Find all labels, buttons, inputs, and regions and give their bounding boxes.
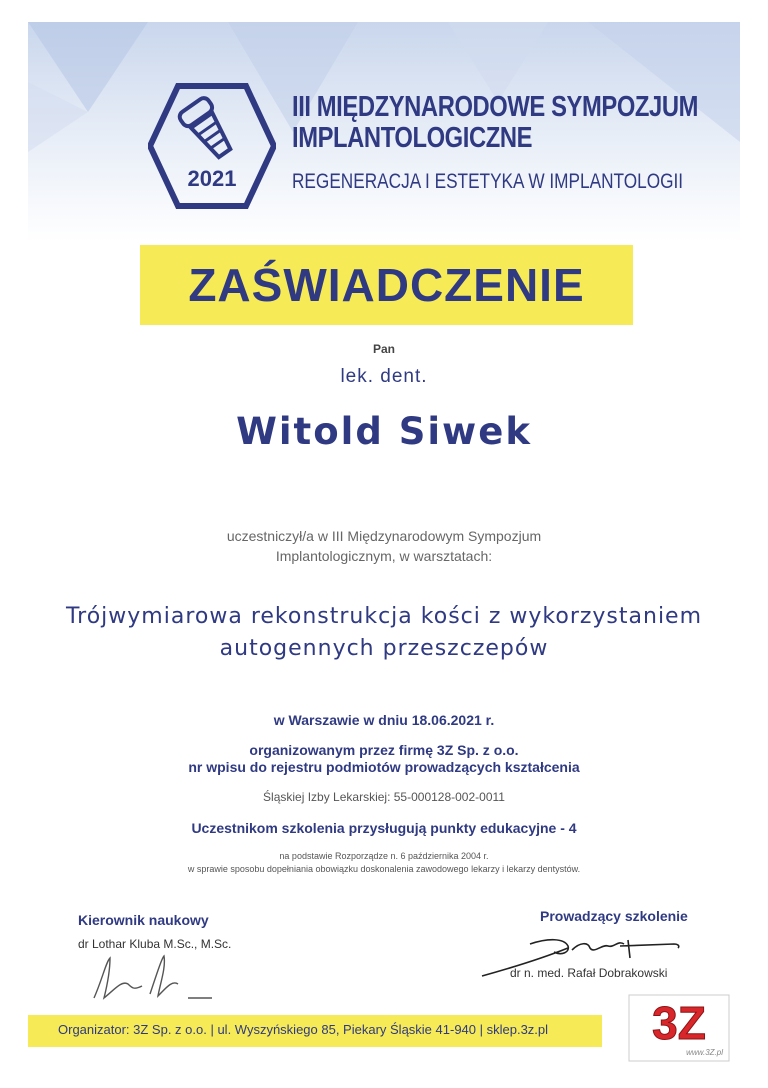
instructor-name: dr n. med. Rafał Dobrakowski bbox=[510, 966, 668, 980]
date-line: w Warszawie w dniu 18.06.2021 r. bbox=[273, 712, 495, 728]
symposium-title bbox=[292, 92, 698, 154]
degree: lek. dent. bbox=[340, 366, 428, 387]
salutation: Pan bbox=[372, 342, 395, 356]
logo-year: 2021 bbox=[187, 166, 237, 191]
symposium-subtitle: REGENERACJA I ESTETYKA W IMPLANTOLOGII bbox=[292, 170, 684, 193]
organizer-line-1: organizowanym przez firmę 3Z Sp. z o.o. bbox=[249, 742, 519, 758]
scientific-director-name: dr Lothar Kluba M.Sc., M.Sc. bbox=[78, 937, 232, 951]
workshop-line-2: autogennych przeszczepów bbox=[219, 636, 549, 661]
participation-line-1: uczestniczył/a w III Międzynarodowym Sympozjum bbox=[226, 528, 542, 544]
participation-line-2: Implantologicznym, w warsztatach: bbox=[275, 548, 493, 564]
certificate-title: ZAŚWIADCZENIE bbox=[188, 259, 585, 311]
symposium-title-line2: IMPLANTOLOGICZNE bbox=[292, 122, 533, 154]
organizer-line-2: nr wpisu do rejestru podmiotów prowadzących kształcenia bbox=[188, 759, 580, 775]
left-signature bbox=[88, 950, 218, 1006]
recipient-name: Witold Siwek bbox=[236, 410, 532, 453]
symposium-title-line1: III MIĘDZYNARODOWE SYMPOZJUM bbox=[292, 91, 699, 123]
brand-logo-text: 3Z bbox=[652, 997, 706, 1049]
scientific-director-label: Kierownik naukowy bbox=[78, 912, 209, 928]
instructor-label: Prowadzący szkolenie bbox=[540, 908, 688, 924]
symposium-hexagon-logo bbox=[148, 82, 276, 210]
legal-basis-line-2: w sprawie sposobu dopełniania obowiązku doskonalenia zawodowego lekarzy i lekarzy dentystów. bbox=[187, 864, 581, 874]
brand-url: www.3Z.pl bbox=[686, 1048, 723, 1057]
legal-basis-line-1: na podstawie Rozporządze n. 6 października 2004 r. bbox=[279, 851, 489, 861]
education-points: Uczestnikom szkolenia przysługują punkty edukacyjne - 4 bbox=[191, 820, 577, 836]
organizer-footer: Organizator: 3Z Sp. z o.o. | ul. Wyszyńskiego 85, Piekary Śląskie 41-940 | sklep.3z.pl bbox=[58, 1022, 549, 1037]
chamber-registration: Śląskiej Izby Lekarskiej: 55-000128-002-0011 bbox=[263, 790, 505, 804]
3z-brand-logo bbox=[627, 993, 731, 1063]
workshop-line-1: Trójwymiarowa rekonstrukcja kości z wykorzystaniem bbox=[65, 604, 703, 629]
